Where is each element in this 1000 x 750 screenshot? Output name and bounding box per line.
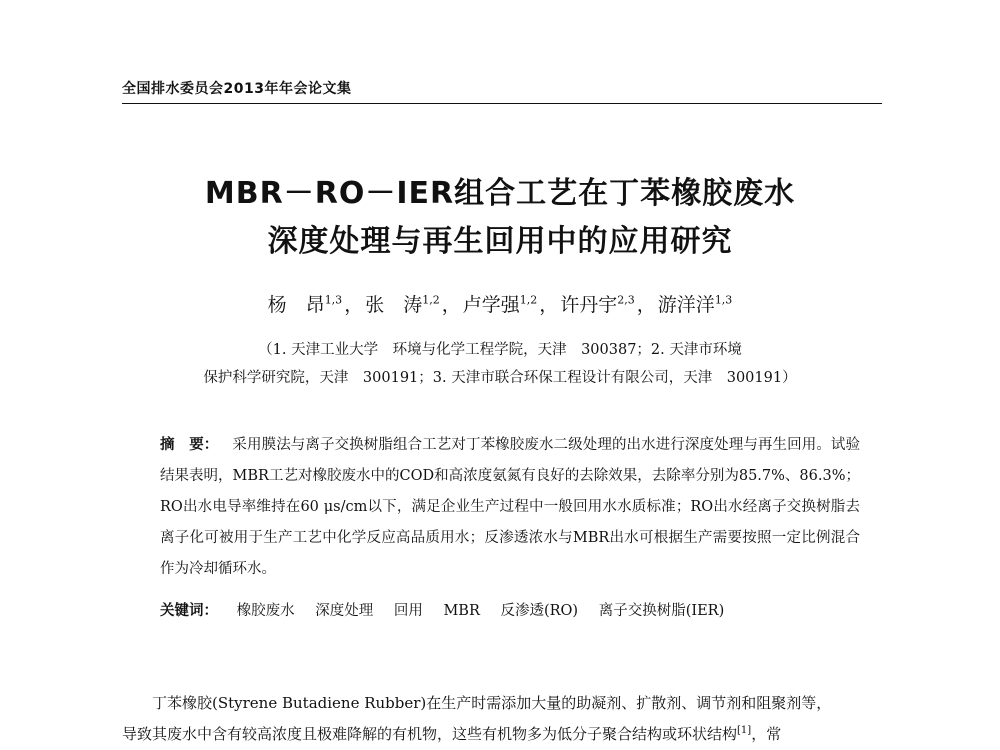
author-name: 许丹宇 [560,294,618,316]
author [463,294,538,316]
header-rule [122,103,882,104]
affiliation-line-1: （1. 天津工业大学 环境与化学工程学院，天津 300387；2. 天津市环境 [258,342,742,358]
author-separator: ， [441,294,461,316]
citation-marker: [1] [737,725,752,736]
keyword: 深度处理 [315,603,374,619]
keyword: 橡胶废水 [236,603,295,619]
title-line-2: 深度处理与再生回用中的应用研究 [267,224,733,259]
keywords [160,596,860,626]
keyword: 反渗透(RO) [500,603,579,619]
body-line-2-tail: ，常 [751,725,782,743]
keyword: MBR [443,603,480,619]
author [268,294,343,316]
affiliation-line-2: 保护科学研究院，天津 300191；3. 天津市联合环保工程设计有限公司，天津 300191） [203,370,797,386]
abstract-text: 采用膜法与离子交换树脂组合工艺对丁苯橡胶废水二级处理的出水进行深度处理与再生回用。试验结果表明，MBR工艺对橡胶废水中的COD和高浓度氨氮有良好的去除效果，去除率分别为85.7%、86.3%；RO出水电导率维持在60 μs/cm以下，满足企业生产过程中一般回用水水质标准；RO出水经离子交换树脂去离子化可被用于生产工艺中化学反应高品质用水；反渗透浓水与MBR出水可根据生产需要按照一定比例混合作为冷却循环水。 [160,437,861,577]
author-affiliation-sup: 1,3 [324,293,343,307]
author [658,294,733,316]
abstract-label: 摘 要： [160,437,219,453]
author-affiliation-sup: 1,2 [422,293,440,307]
body-line-1: 丁苯橡胶(Styrene Butadiene Rubber)在生产时需添加大量的助凝剂、扩散剂、调节剂和阻聚剂等， [152,694,832,712]
author-name: 杨 昂 [267,294,325,316]
author-affiliation-sup: 1,3 [714,293,733,307]
title-line-1: MBR－RO－IER组合工艺在丁苯橡胶废水 [204,176,796,211]
keywords-label: 关键词： [160,603,218,619]
author-name: 游洋洋 [657,294,715,316]
author-separator: ， [539,294,559,316]
author-affiliation-sup: 2,3 [617,293,635,307]
running-header: 全国排水委员会2013年年会论文集 [122,81,352,97]
abstract [160,430,860,585]
author-affiliation-sup: 1,2 [519,293,538,307]
affiliations [100,336,900,392]
body-line-2 [122,719,882,750]
body-paragraph [122,688,882,750]
paper-title [100,170,900,266]
author-separator: ， [636,294,656,316]
body-line-2-text: 导致其废水中含有较高浓度且极难降解的有机物，这些有机物多为低分子聚合结构或环状结构 [122,725,738,743]
keyword: 回用 [393,603,423,619]
author-name: 张 涛 [365,294,423,316]
author [365,294,440,316]
author-list [100,290,900,320]
keyword: 离子交换树脂(IER) [598,603,725,619]
author [560,294,635,316]
author-separator: ， [344,294,364,316]
author-name: 卢学强 [462,294,520,316]
